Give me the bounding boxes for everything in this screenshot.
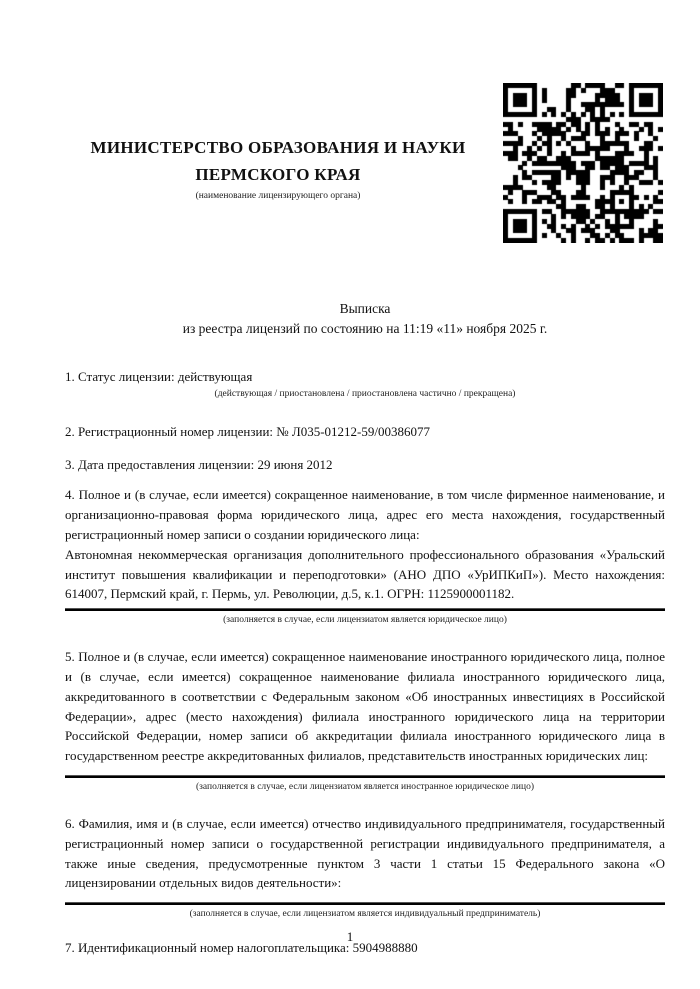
item-taxpayer-number: 7. Идентификационный номер налогоплательщика: 5904988880 bbox=[65, 940, 418, 956]
item-registration-number: 2. Регистрационный номер лицензии: № Л035-01212-59/00386077 bbox=[65, 423, 431, 439]
separator-line-legal-entity bbox=[65, 608, 665, 611]
ministry-name-line2: ПЕРМСКОГО КРАЯ bbox=[195, 165, 361, 184]
qr-code-icon bbox=[503, 83, 663, 243]
licensing-authority-caption: (наименование лицензирующего органа) bbox=[195, 191, 361, 201]
qr-code-canvas bbox=[503, 83, 663, 243]
item-license-grant-date: 3. Дата предоставления лицензии: 29 июня 2012 bbox=[65, 456, 333, 472]
separator-line-foreign-entity bbox=[65, 775, 665, 778]
separator-line-individual-entrepreneur bbox=[65, 902, 665, 905]
item-legal-entity-info bbox=[65, 485, 665, 604]
legal-entity-fill-caption: (заполняется в случае, если лицензиатом является юридическое лицо) bbox=[223, 615, 507, 626]
document-header bbox=[65, 134, 491, 201]
item-legal-entity-value: Автономная некоммерческая организация дополнительного профессионального образования «Уральский институт повышения квалификации и переподготовки» (АНО ДПО «УрИПКиП»). Место нахождения: 614007, Пермский край, г. Пермь, ул. Революции, д.5, к.1. ОГРН: 1125900001182. bbox=[65, 546, 665, 602]
document-title-line2: из реестра лицензий по состоянию на 11:19 «11» ноября 2025 г. bbox=[182, 321, 548, 336]
foreign-entity-fill-caption: (заполняется в случае, если лицензиатом является иностранное юридическое лицо) bbox=[196, 781, 534, 792]
page-number: 1 bbox=[346, 929, 354, 944]
item-individual-entrepreneur-info: 6. Фамилия, имя и (в случае, если имеется) отчество индивидуального предпринимателя, государственный регистрационный номер записи о государственной регистрации индивидуального предпринимателя, а также иные сведения, предусмотренные пунктом 3 части 1 статьи 15 Федерального закона «О лицензировании отдельных видов деятельности»: bbox=[65, 815, 665, 891]
item-license-status: 1. Статус лицензии: действующая bbox=[65, 369, 253, 384]
individual-entrepreneur-fill-caption: (заполняется в случае, если лицензиатом является индивидуальный предприниматель) bbox=[189, 909, 541, 920]
document-title-line1: Выписка bbox=[339, 301, 391, 316]
ministry-name-line1: МИНИСТЕРСТВО ОБРАЗОВАНИЯ И НАУКИ bbox=[90, 138, 466, 157]
item-license-status-options-caption: (действующая / приостановлена / приостановлена частично / прекращена) bbox=[214, 388, 516, 399]
document-title bbox=[65, 299, 665, 339]
item-foreign-entity-info: 5. Полное и (в случае, если имеется) сокращенное наименование иностранного юридического лица, полное и (в случае, если имеется) сокращенное наименование филиала иностранного юридического лица, аккредитованного в соответствии с Федеральным законом «Об иностранных инвестициях в Российской Федерации», адрес (место нахождения) филиала иностранного юридического лица на территории Российской Федерации, номер записи об аккредитации филиала иностранного юридического лица в государственном реестре аккредитованных филиалов, представительств иностранных юридических лиц: bbox=[65, 649, 665, 764]
item-legal-entity-label: 4. Полное и (в случае, если имеется) сокращенное наименование, в том числе фирменное наименование, и организационно-правовая форма юридического лица, адрес его места нахождения, государственный регистрационный номер записи о создании юридического лица: bbox=[65, 487, 665, 542]
